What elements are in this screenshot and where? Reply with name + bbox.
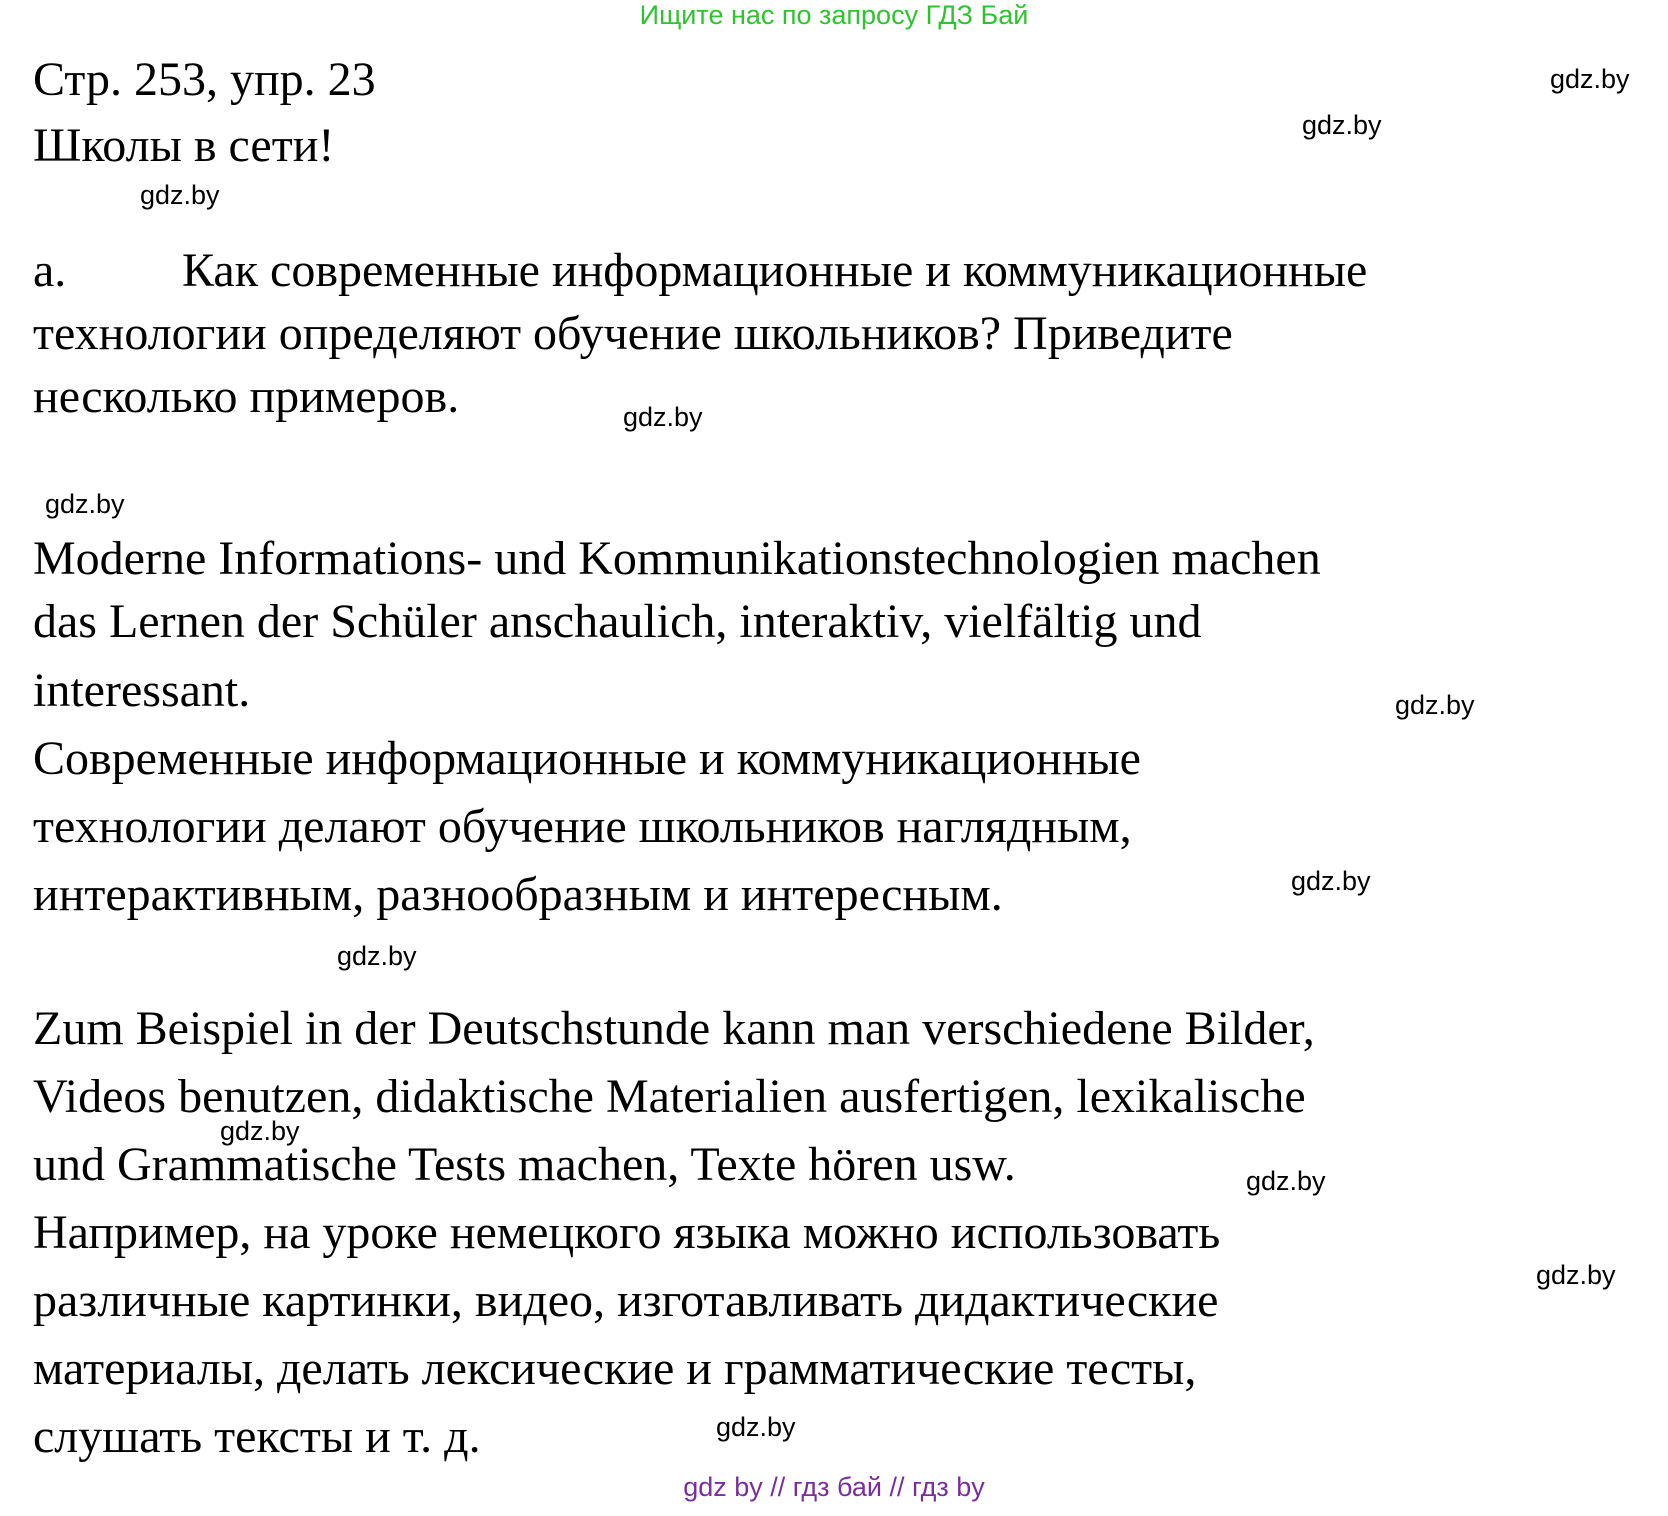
watermark: gdz.by: [220, 1116, 300, 1146]
answer-de-line: und Grammatische Tests machen, Texte hören usw.: [33, 1138, 1016, 1191]
watermark: gdz.by: [140, 180, 220, 210]
task-line: Как современные информационные и коммуникационные: [182, 244, 1368, 297]
answer-ru-line: различные картинки, видео, изготавливать дидактические: [33, 1274, 1219, 1327]
task-line: технологии определяют обучение школьников? Приведите: [33, 307, 1233, 360]
answer-de-line: Videos benutzen, didaktische Materialien ausfertigen, lexikalische: [33, 1070, 1306, 1123]
page-reference: Стр. 253, упр. 23: [33, 53, 376, 106]
answer-de-line: das Lernen der Schüler anschaulich, interaktiv, vielfältig und: [33, 595, 1202, 648]
answer-de-line: Moderne Informations- und Kommunikationstechnologien machen: [33, 532, 1321, 585]
watermark: gdz.by: [1291, 866, 1371, 896]
answer-ru-line: Современные информационные и коммуникационные: [33, 732, 1141, 785]
top-banner: Ищите нас по запросу ГДЗ Бай: [639, 0, 1029, 30]
bottom-banner: gdz by // гдз бай // гдз by: [683, 1472, 985, 1502]
watermark: gdz.by: [1302, 110, 1382, 140]
watermark: gdz.by: [45, 489, 125, 519]
watermark: gdz.by: [1246, 1166, 1326, 1196]
topic-title: Школы в сети!: [33, 119, 335, 172]
answer-de-line: interessant.: [33, 664, 251, 717]
watermark: gdz.by: [337, 941, 417, 971]
watermark: gdz.by: [1395, 690, 1475, 720]
answer-ru-line: технологии делают обучение школьников наглядным,: [33, 800, 1132, 853]
answer-ru-line: Например, на уроке немецкого языка можно использовать: [33, 1206, 1221, 1259]
answer-de-line: Zum Beispiel in der Deutschstunde kann man verschiedene Bilder,: [33, 1002, 1315, 1055]
task-label: a.: [33, 244, 67, 297]
answer-ru-line: слушать тексты и т. д.: [33, 1410, 481, 1463]
answer-ru-line: материалы, делать лексические и грамматические тесты,: [33, 1342, 1197, 1395]
watermark: gdz.by: [716, 1412, 796, 1442]
watermark: gdz.by: [1536, 1260, 1616, 1290]
watermark: gdz.by: [623, 402, 703, 432]
answer-ru-line: интерактивным, разнообразным и интересным.: [33, 868, 1003, 921]
task-line: несколько примеров.: [33, 370, 460, 423]
watermark: gdz.by: [1550, 64, 1630, 94]
